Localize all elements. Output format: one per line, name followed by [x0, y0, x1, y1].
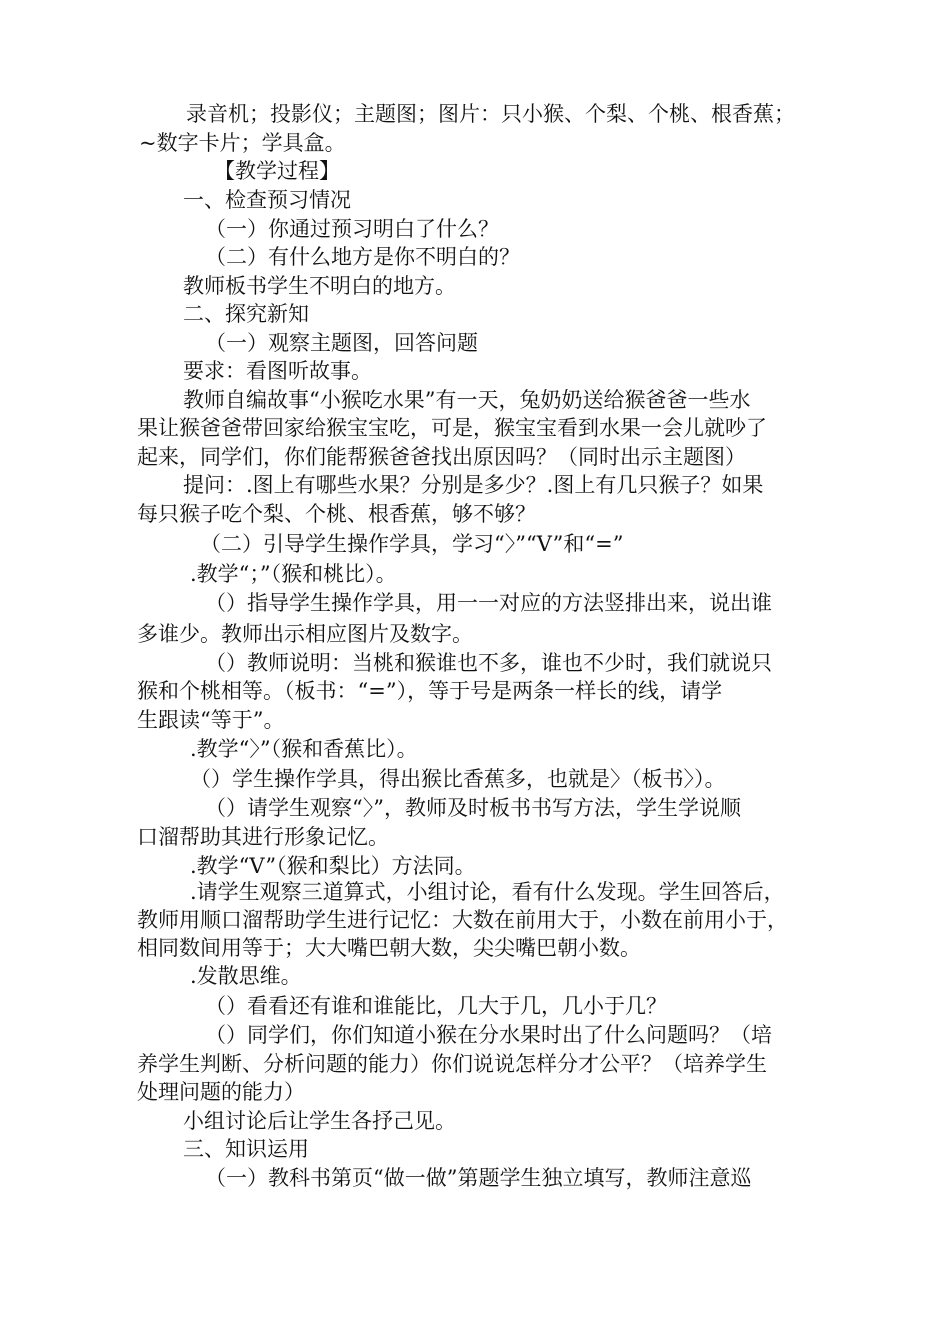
paragraph-line: （）学生操作学具，得出猴比香蕉多，也就是〉（板书〉）。 [190, 767, 726, 791]
paragraph-line: 教师自编故事“小猴吃水果”有一天，兔奶奶送给猴爸爸一些水 [183, 388, 751, 412]
paragraph-line: 小组讨论后让学生各抒己见。 [183, 1109, 456, 1133]
heading-explore-new-knowledge: 二、探究新知 [183, 302, 309, 326]
paragraph-line: 多谁少。教师出示相应图片及数字。 [137, 622, 473, 646]
paragraph-line: （一）观察主题图，回答问题 [205, 331, 478, 355]
materials-line-2: ~数字卡片；学具盒。 [139, 131, 346, 155]
paragraph-line: 养学生判断、分析问题的能力）你们说说怎样分才公平？（培养学生 [137, 1052, 767, 1076]
paragraph-line: （二）有什么地方是你不明白的？ [205, 245, 520, 269]
paragraph-line: （）指导学生操作学具，用一一对应的方法竖排出来，说出谁 [205, 591, 772, 615]
paragraph-line: 提问：.图上有哪些水果？分别是多少？.图上有几只猴子？如果 [183, 473, 764, 497]
paragraph-line: .教学“；”（猴和桃比）。 [190, 562, 397, 586]
paragraph-line: 口溜帮助其进行形象记忆。 [137, 825, 389, 849]
paragraph-line: 相同数间用等于；大大嘴巴朝大数，尖尖嘴巴朝小数。 [137, 936, 641, 960]
paragraph-line: 猴和个桃相等。（板书：“=”），等于号是两条一样长的线，请学 [137, 679, 723, 703]
paragraph-line: 教师用顺口溜帮助学生进行记忆：大数在前用大于，小数在前用小于， [137, 908, 788, 932]
section-heading-teaching-process: 【教学过程】 [214, 159, 340, 183]
paragraph-line: 果让猴爸爸带回家给猴宝宝吃，可是，猴宝宝看到水果一会儿就吵了 [137, 416, 767, 440]
paragraph-line: 每只猴子吃个梨、个桃、根香蕉，够不够？ [137, 502, 536, 526]
paragraph-line: .教学“V”（猴和梨比）方法同。 [190, 854, 476, 878]
paragraph-line: 起来，同学们，你们能帮猴爸爸找出原因吗？（同时出示主题图） [137, 445, 746, 469]
paragraph-line: （）看看还有谁和谁能比，几大于几，几小于几？ [205, 994, 667, 1018]
paragraph-line: .教学“〉”（猴和香蕉比）。 [190, 737, 418, 761]
heading-knowledge-application: 三、知识运用 [183, 1137, 309, 1161]
paragraph-line: 处理问题的能力） [137, 1080, 305, 1104]
paragraph-line: （）请学生观察“〉”，教师及时板书书写方法，学生学说顺 [205, 796, 741, 820]
paragraph-line: （一）你通过预习明白了什么？ [205, 217, 499, 241]
heading-check-preview: 一、检查预习情况 [183, 188, 351, 212]
paragraph-line: .发散思维。 [190, 964, 302, 988]
materials-line-1: 录音机；投影仪；主题图；图片：只小猴、个梨、个桃、根香蕉； [186, 102, 795, 126]
paragraph-line: .请学生观察三道算式，小组讨论，看有什么发现。学生回答后， [190, 880, 785, 904]
paragraph-line: 教师板书学生不明白的地方。 [183, 274, 456, 298]
paragraph-line: （）同学们，你们知道小猴在分水果时出了什么问题吗？（培 [205, 1023, 772, 1047]
paragraph-line: （）教师说明：当桃和猴谁也不多，谁也不少时，我们就说只 [205, 651, 772, 675]
paragraph-line: （二）引导学生操作学具，学习“〉”“V”和“=” [200, 532, 624, 556]
paragraph-line: （一）教科书第页“做一做”第题学生独立填写，教师注意巡 [205, 1166, 752, 1190]
paragraph-line: 要求：看图听故事。 [183, 359, 372, 383]
paragraph-line: 生跟读“等于”。 [137, 708, 285, 732]
